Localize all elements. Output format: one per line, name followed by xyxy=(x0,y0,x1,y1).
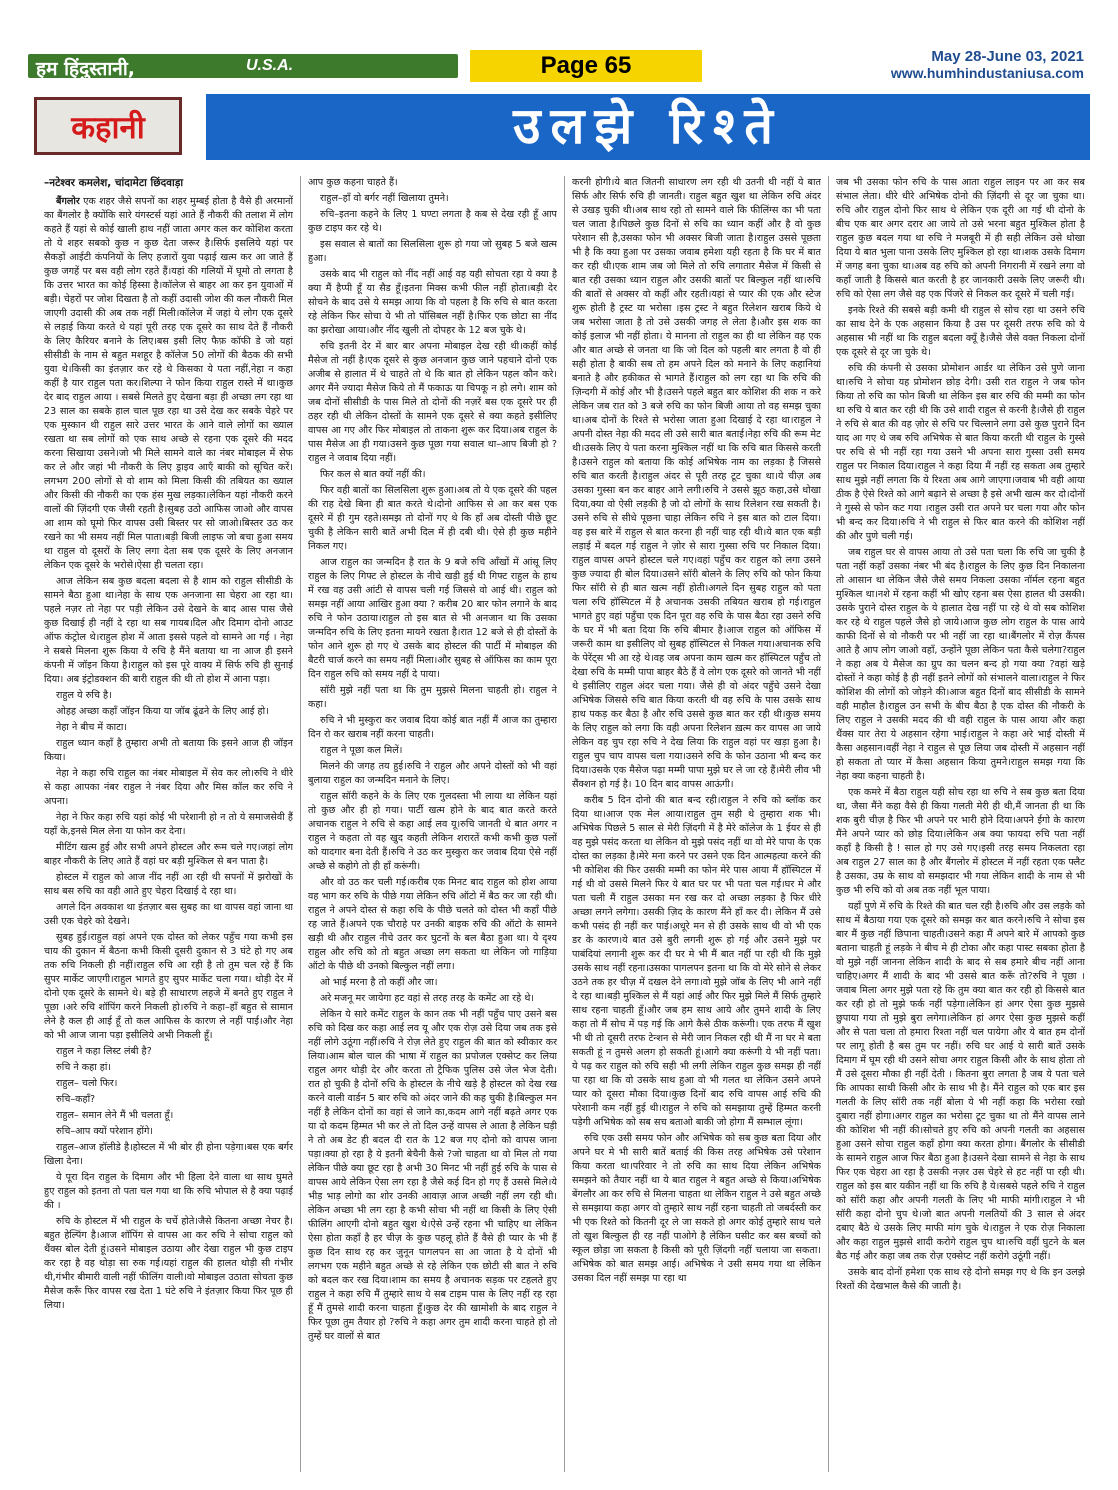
story-paragraph: मिलने की जगह तय हुई।रुचि ने राहुल और अपने दोस्तों को भी वहां बुलाया राहुल का जन्मदिन मनाने के लिए। xyxy=(308,761,557,786)
story-paragraph: मीटिंग खत्म हुई और सभी अपने होस्टल और रूम चले गए।जहां लोग बाहर नौकरी के लिए आते हैं वहां घर बड़ी मुश्किल से बन पाता है। xyxy=(44,842,293,867)
page-number: Page 65 xyxy=(470,50,702,82)
story-paragraph: राहुल–आज हॉलीडे है।होस्टल में भी बोर ही होना पड़ेगा।बस एक बर्गर खिला देना। xyxy=(44,1142,293,1167)
story-paragraph: राहुल ध्यान कहाँ है तुम्हारा अभी तो बताया कि इसने आज ही जॉइन किया। xyxy=(44,738,293,763)
story-paragraph: रुचि इतनी देर में बार बार अपना मोबाइल देख रही थी।कहीं कोई मैसेज तो नहीं है।एक दूसरे से कुछ अनजान कुछ जाने पहचाने दोनो एक अजीब से हालात में थे चाहते तो थे कि बात हो लेकिन पहल कौन करे।अगर मैंने ज्यादा मैसेज किये तो मैं फकाऊ या चिपकू न हो लगे। शाम को जब दोनों सीसीडी के पास मिले तो दोनों की नज़रें बस एक दूसरे पर ही ठहर रही थी लेकिन दोस्तों के सामने एक दूसरे से क्या कहते इसीलिए वापस आ गए और फिर मोबाइल तो ताकना शुरू कर दिया।अब राहुल के पास मैसेज आ ही गया।उसने कुछ पूछा गया सवाल था–आप बिजी हो ?राहुल ने जवाब दिया नहीं। xyxy=(308,341,557,464)
story-paragraph: सुबह हुई।राहुल वहां अपने एक दोस्त को लेकर पहुँच गया कभी इस चाय की दुकान में बैठना कभी किसी दूसरी दुकान से 3 घंटे हो गए अब तक रुचि निकली ही नहीं।राहुल रुचि आ रही है तो तुम चल रहे हैं कि सुपर मार्केट जाएगी।राहुल भागते हुए सुपर मार्केट चला गया। थोड़ी देर में दोनो एक दूसरे के सामने थे। बड़े ही साधारण लहजे में बनते हुए राहुल ने पूछा ।अरे रुचि शॉपिंग करने निकली हो।रुचि ने कहा–हाँ बहुत से सामान लेने है कल ही आई हूँ तो कल आफिस के कारण ले नहीं पाई।और नेहा को भी आज जाना पड़ा इसीलिये अभी निकली हूँ। xyxy=(44,932,293,1041)
story-paragraph: नेहा ने कहा रुचि राहुल का नंबर मोबाइल में सेव कर लो।रुचि ने धीरे से कहा आपका नंबर राहुल ने नंबर दिया और मिस कॉल कर रुचि ने अपना। xyxy=(44,768,293,807)
story-body xyxy=(44,176,1090,1472)
story-paragraph: और वो उठ कर चली गई।करीब एक मिनट बाद राहुल को होश आया वह भाग कर रुचि के पीछे गया लेकिन रुचि ऑटो में बैठ कर जा रही थी।राहुल ने अपने दोस्त से कहा रुचि के पीछे चलते को दोस्त भी कहाँ पीछे रह जाते हैं।अपने एक चौराहे पर उनकी बाइक रुचि की ऑटो के सामने खड़ी थी और राहुल नीचे उतर कर घुटनों के बल बैठा हुआ था। ये दृश्य राहुल और रुचि को तो बहुत अच्छा लग सकता था लेकिन जो गाड़िया ऑटो के पीछे थी उनको बिल्कुल नहीं लगा। xyxy=(308,877,557,972)
story-paragraph: उसके बाद भी राहुल को नींद नहीं आई वह यही सोचता रहा ये क्या है क्या मैं हैप्पी हूँ या सैड हूँ।इतना मिक्स कभी फील नहीं होता।बड़ी देर सोचने के बाद उसे ये समझ आया कि वो पहला है कि रुचि से बात करता रहे लेकिन फिर सोचा ये भी तो पॉसिबल नहीं है।फिर एक छोटा सा नींद का झरोखा आया।और नींद खुली तो दोपहर के 12 बज चुके थे। xyxy=(308,269,557,336)
newspaper-name: हम हिंदुस्तानी, xyxy=(36,58,135,80)
story-paragraph: यहाँ पुणे में रुचि के रिश्ते की बात चल रही है।रुचि और उस लड़के को साथ में बैठाया गया एक दूसरे को समझ कर बात करने।रुचि ने सोचा इस बार मैं कुछ नहीं छिपाना चाहती।उसने कहा मैं अपने बारे में आपको कुछ बताना चाहती हूं लड़के ने बीच मे ही टोका और कहा पास्ट सबका होता है वो मुझे नहीं जानना लेकिन शादी के बाद से सब हमारे बीच नहीं आना चाहिए।अगर मैं शादी के बाद भी उससे बात करूँ तो?रुचि ने पूछा । जवाब मिला अगर मुझे पता रहे कि तुम क्या बात कर रही हो किससे बात कर रही हो तो मुझे फर्क नहीं पड़ेगा।लेकिन हां अगर ऐसा कुछ मुझसे छुपाया गया तो मुझे बुरा लगेगा।लेकिन हां अगर ऐसा कुछ मुझसे कहीं और से पता चला तो हमारा रिश्ता नहीं चल पायेगा और ये बात हम दोनों पर लागू होती है बस तुम पर नहीं। रुचि घर आई ये सारी बातें उसके दिमाग में घूम रही थी उसने सोचा अगर राहुल किसी और के साथ होता तो मैं उसे दूसरा मौका ही नहीं देती । कितना बुरा लगता है जब ये पता चले कि आपका साथी किसी और के साथ भी है। मैंने राहुल को एक बार इस गलती के लिए सॉरी तक नहीं बोला ये भी नहीं कहा कि भरोसा रखो दुबारा नहीं होगा।अगर राहुल का भरोसा टूट चुका था तो मैंने वापस लाने की कोशिश भी नहीं की।सोचते हुए रुचि को अपनी गलती का अहसास हुआ उसने सोचा राहुल कहाँ होगा क्या करता होगा। बैंगलोर के सीसीडी के सामने राहुल आज फिर बैठा हुआ है।उसने देखा सामने से नेहा के साथ फिर एक चेहरा आ रहा है उसकी नज़र उस चेहरे से हट नहीं पा रही थी।राहुल को इस बार यकीन नहीं था कि रुचि है ये।सबसे पहले रुचि ने राहुल को सॉरी कहा और अपनी गलती के लिए भी माफी मांगी।राहुल ने भी सॉरी कहा दोनो चुप थे।जो बात अपनी गलतियों की 3 साल से अंदर दबाए बैठे थे उसके लिए माफी मांग चुके थे।राहुल ने एक रोज़ निकाला और कहा राहुल मुझसे शादी करोगे राहुल चुप था।रुचि वहीं घुटने के बल बैठ गई और कहा जब तक रोज़ एक्सेप्ट नहीं करोगे उठूंगी नहीं। xyxy=(836,901,1085,1262)
story-paragraph: राहुल सॉरी कहने के के लिए एक गुलदस्ता भी लाया था लेकिन यहां तो कुछ और ही हो गया। पार्टी खत्म होने के बाद बात करते करते अचानक राहुल ने रुचि से कहा आई लव यू।रुचि जानती थे बात अगर न राहुल ने कहता तो वह खुद कहती लेकिन शरारतें कभी कभी कुछ पलों को यादगार बना देती हैं।रुचि ने उठ कर मुस्कुरा कर जवाब दिया ऐसे नहीं अच्छे से कहोगे तो ही हाँ करूंगी। xyxy=(308,791,557,872)
story-paragraph: राहुल– समान लेने मैं भी चलता हूँ। xyxy=(56,1110,174,1121)
section-tag xyxy=(34,97,182,155)
website-link[interactable]: www.humhindustaniusa.com xyxy=(890,65,1084,81)
story-headline: उलझे रिश्ते xyxy=(513,97,783,155)
story-paragraph: आज राहुल का जन्मदिन है रात के 9 बजे रुचि आँखों में आंसू लिए राहुल के लिए गिफ्ट ले होस्टल के नीचे खड़ी हुई थी गिफ्ट राहुल के हाथ में रख वह उसी आंटी से वापस चली गई जिससे वो आई थी। राहुल को समझ नहीं आया आखिर हुआ क्या ? करीब 20 बार फोन लगाने के बाद रुचि ने फोन उठाया।राहुल तो इस बात से भी अनजान था कि उसका जन्मदिन रुचि के लिए इतना मायने रखता है।रात 12 बजे से ही दोस्तों के फोन आने शुरू हो गए थे उसके बाद होस्टल की पार्टी में मोबाइल की बैटरी चार्ज करने का समय नहीं मिला।और सुबह से ऑफिस का काम पूरा दिन राहुल रुचि को समय नहीं दे पाया। xyxy=(308,557,557,680)
lead-word: बैंगलोर xyxy=(56,196,80,207)
story-paragraph: लेकिन ये सारे कमेंट राहुल के कान तक भी नहीं पहुँच पाए उसने बस रुचि को दिख कर कहा आई लव यू और एक रोज़ उसे दिया जब तक इसे नहीं लोगे उठूंगा नहीं।रुचि ने रोज़ लेते हुए राहुल की बात को स्वीकार कर लिया।आम बोल चाल की भाषा में राहुल का प्रपोजल एक्सेप्ट कर लिया राहुल अगर थोड़ी देर और करता तो ट्रैफिक पुलिस उसे जेल भेज देती। रात हो चुकी है दोनों रुचि के होस्टल के नीचे खड़े है होस्टल को देख रख करने वाली वार्डन 5 बार रुचि को अंदर जाने की कह चुकी है।बिल्कुल मन नहीं है लेकिन दोनों का वहां से जाने का,कदम आगे नहीं बढ़ते अगर एक या दो कदम हिम्मत भी कर ले तो दिल उन्हें वापस ले आता है लेकिन घड़ी ने तो अब डेट ही बदल दी रात के 12 बज गए दोनो को वापस जाना पड़ा।क्या हो रहा है ये इतनी बेचैनी कैसे ?जो चाहता था वो मिल तो गया लेकिन पीछे क्या छूट रहा है अभी 30 मिनट भी नहीं हुई रुचि के पास से वापस आये लेकिन ऐसा लग रहा है जैसे कई दिन हो गए हैं उससे मिले।ये भीड़ भाड़ लोगो का शोर उनकी आवाज़ आज अच्छी नहीं लग रही थी।लेकिन अच्छा भी लग रहा है कभी सोचा भी नहीं था किसी के लिए ऐसी फीलिंग आएगी दोनो बहुत खुश थे।ऐसे उन्हें रहना भी चाहिए था लेकिन ऐसा होता कहाँ है हर चीज़ के कुछ पहलू होते हैं वैसे ही प्यार के भी हैं कुछ दिन साथ रह कर जुनून पागलपन सा आ जाता है ये दोनों भी लगभग एक महीने बहुत अच्छे से रहे लेकिन एक छोटी सी बात ने रुचि को बदल कर रख दिया।शाम का समय है अचानक सड़क पर टहलते हुए राहुल ने कहा रुचि मैं तुम्हारे साथ ये सब टाइम पास के लिए नहीं रह रहा हूँ मैं तुमसे शादी करना चाहता हूँ।कुछ देर की खामोशी के बाद राहुल ने फिर पूछा तुम तैयार हो ?रुचि ने कहा अगर तुम शादी करना चाहते हो तो तुम्हें घर वालों से बात xyxy=(308,1009,557,1342)
story-paragraph: राहुल ने कहा लिस्ट लंबी है? xyxy=(56,1046,152,1057)
story-paragraph: अगले दिन अवकाश था इंतज़ार बस सुबह का था वापस वहां जाना था उसी एक चेहरे को देखने। xyxy=(44,902,293,927)
story-paragraph: फिर वही बातों का सिलसिला शुरू हुआ।अब तो ये एक दूसरे की पहल की राह देखे बिना ही बात करते थे।दोनो आफिस से आ कर बस एक दूसरे में ही गुम रहते।समझ तो दोनों गए थे कि हाँ अब दोस्ती पीछे छूट चुकी है लेकिन सारी बातें अभी दिल में ही दबी थी। ऐसे ही कुछ महीने निकल गए। xyxy=(308,485,557,552)
story-paragraph: अरे मजनू मर जायेगा हट वहां से तरह तरह के कमेंट आ रहे थे। xyxy=(320,993,534,1004)
title-band xyxy=(28,92,1090,162)
story-paragraph: ये पूरा दिन राहुल के दिमाग और भी हिला देने वाला था साथ घुमते हुए राहुल को इतना तो पता चल गया था कि रुचि भोपाल से है क्या पढ़ाई की । xyxy=(44,1172,293,1211)
text-column-3 xyxy=(572,176,821,1472)
story-paragraph: रुचि–इतना कहने के लिए 1 घण्टा लगता है कब से देख रही हूँ आप कुछ टाइप कर रहे थे। xyxy=(308,209,557,234)
newspaper-brand xyxy=(28,54,458,78)
story-paragraph: ओहह अच्छा कहाँ जॉइन किया या जॉब ढूंढने के लिए आई हो। xyxy=(56,706,269,717)
lead-paragraph-text: एक शहर जैसे सपनों का शहर मुम्बई होता है वैसे ही अरमानों का बैंगलोर है क्योंकि सारे यंगस्टर्स यहां आते हैं नौकरी की तलाश में लोग कहते हैं यहां से कोई खाली हाथ नहीं जाता अगर कल कर कोशिश करता तो ये शहर सबको कुछ न कुछ देता जरूर है।सिर्फ इसलिये यहां पर सैकड़ों आईटी कंपनियों के लिए हजारों युवा पढ़ाई खत्म कर आ जाते हैं कुछ जगहें पर बस वही लोग रहते हैं।यहां की गलियों में घूमो तो लगता है कि उत्तर भारत का कोई हिस्सा है।कॉलेज से बाहर आ कर इन युवाओं में बड़ी। चेहरों पर जोश दिखता है तो कहीं उदासी जोश की कल नौकरी मिल जाएगी उदासी की अब तक नहीं मिली।कॉलेज में जहां ये लोग एक दूसरे से लड़ाई किया करते थे यहां पूरी तरह एक दूसरे का साथ देते हैं नौकरी के लिए कैरियर बनाने के लिए।बस इसी लिए फैफ़ कॉफी डे जो यहां सीसीडी के नाम से बहुत मशहूर है कॉलेज 50 लोगों की बैठक की सभी युवा थे।किसी का इंतज़ार कर रहे थे किसका ये पता नहीं,नेहा न कहा कहीं है यार राहुल पता कर।शिल्पा ने फोन किया राहुल रास्ते में था।कुछ देर बाद राहुल आया । सबसे मिलते हुए देखना बड़ा ही अच्छा लग रहा था 23 साल का सबके हाल चाल पूछ रहा था उसे देख कर सबके चेहरे पर एक मुस्कान थी राहुल सारे उत्तर भारत के आने वाले लोगों का ख्याल रखता था सब लोगों को एक साथ अच्छे से रहना एक दूसरे की मदद करना सिखाया उसने।जो भी मिले सामने वाले का नंबर मोबाइल में सेफ कर ले और जहां भी नौकरी के लिए ड्राइव आएँ बाकी को सूचित करें।लगभग 200 लोगों से वो शाम को मिला किसी की तबियत का ख्याल और किसी की नौकरी का एक हंस मुख लड़का।लेकिन यहां नौकरी करने वालों की ज़िंदगी एक जैसी रहती है।सुबह उठो आफिस जाओ और वापस आ शाम को घूमो फिर वापस उसी बिस्तर पर सो जाओ।बिस्तर उठ कर रखने का भी समय नहीं मिल पाता।बड़ी बिजी लाइफ जो बचा हुआ समय था राहुल वो दूसरों के लिए लगा देता सब एक दूसरे के लिए अनजान लेकिन एक दूसरे के भरोसे।ऐसा ही चलता रहा। xyxy=(44,196,293,571)
story-paragraph: जब राहुल घर से वापस आया तो उसे पता चला कि रुचि जा चुकी है पता नहीं कहाँ उसका नंबर भी बंद है।राहुल के लिए कुछ दिन निकालना तो आसान था लेकिन जैसे जैसे समय निकला उसका नॉर्मल रहना बहुत मुश्किल था।नशे में रहना कहीं भी खोए रहना बस ऐसा हालत थी उसकी।उसके पुराने दोस्त राहुल के ये हालात देख नहीं पा रहे थे वो सब कोशिश कर रहे थे राहुल पहले जैसे हो जाये।आज कुछ लोग राहुल के पास आये काफी दिनों से वो नौकरी पर भी नहीं जा रहा था।बैंगलोर में रोज़ कैंपस आते है आप लोग जाओ वहाँ, उन्होंने पूछा लेकिन पता कैसे चलेगा?राहुल ने कहा अब ये मैसेज का ग्रुप का चलन बन्द हो गया क्या ?वहां खड़े दोस्तों ने कहा कोई है ही नहीं इतने लोगों को संभालने वाला।राहुल ने फिर कोशिश की लोगों को जोड़ने की।आज बहुत दिनों बाद सीसीडी के सामने वही माहौल है।राहुल उन सभी के बीच बैठा है एक दोस्त की नौकरी के लिए राहुल ने उसकी मदद की थी वही राहुल के पास आया और कहा थैंक्स यार तेरा ये अहसान रहेगा भाई।राहुल ने कहा अरे भाई दोस्ती में कैसा अहसान।वहीं नेहा ने राहुल से पूछ लिया जब दोस्ती में अहसान नहीं हो सकता तो प्यार में कैसा अहसान किया तुमने।राहुल समझ गया कि नेहा क्या कहना चाहती है। xyxy=(836,547,1085,782)
story-paragraph: राहुल ने पूछा कल मिलें। xyxy=(320,745,403,756)
story-paragraph: करनी होगी।ये बात जितनी साधारण लग रही थी उतनी थी नहीं ये बात सिर्फ और सिर्फ रुचि ही जानती। राहुल बहुत खुश था लेकिन रुचि अंदर से उखड़ चुकी थी।अब साथ रहो तो सामने वाले कि फीलिंग्स का भी पता चल जाता है।पिछले कुछ दिनों से रुचि का ध्यान कहीं और है वो कुछ परेशान सी है,उसका फोन भी अक्सर बिजी जाता है।राहुल उससे पूछता भी है कि क्या हुआ पर उसका जवाब हमेशा यही रहता है कि घर में बात कर रही थी।एक शाम जब जो मिले तो रुचि लगातार मैसेज में किसी से बात रही उसका ध्यान राहुल और उसकी बातों पर बिल्कुल नहीं था।रुचि की बातों से अक्सर वो कहीं और रहती।यहां से प्यार की एक और स्टेज शुरू होती है ट्रस्ट या भरोसा ।इस ट्रस्ट ने बहुत रिलेशन खराब किये थे जब भरोसा जाता है तो उसे उसकी जगह ले लेता है।और इस शक का कोई इलाज भी नहीं होता। ये मानना तो राहुल का ही था लेकिन वह एक और बात अच्छे से जनता था कि जो दिल को पहली बार लगता है वो ही सही होता है बाकी सब तो हम अपने दिल को मनाने के लिए कहानियां बनाते है और हकीकत से भागते हैं।राहुल को लग रहा था कि रुचि की ज़िन्दगी में कोई और भी है।उसने पहले बहुत बार कोशिश की शक न करे लेकिन जब रात को 3 बजे रुचि का फोन बिजी आया तो वह समझ चुका था।अब दोनों के रिश्ते से भरोसा जाता हुआ दिखाई दे रहा था।राहुल ने अपनी दोस्त नेहा की मदद ली उसे सारी बात बताई।नेहा रुचि की रूम मेट थी।उसके लिए ये पता करना मुश्किल नहीं था कि रुचि बात किससे करती है।उसने राहुल को बताया कि कोई अभिषेक नाम का लड़का है जिससे रुचि बात करती है।राहुल अंदर से पूरी तरह टूट चुका था।ये चीज़ अब उसका गुस्सा बन कर बाहर आने लगी।रुचि ने उससे झूठ कहा,उसे धोखा दिया,क्या वो ऐसी लड़की है जो दो लोगों के साथ रिलेशन रख सकती है।उसने रुचि से सीधे पूछना चाहा लेकिन रुचि ने इस बात को टाल दिया। वह इस बारे में राहुल से बात करना ही नहीं चाह रही थी।ये बात एक बड़ी लड़ाई में बदल गई राहुल ने ज़ोर से सारा गुस्सा रुचि पर निकाल दिया।राहुल वापस अपने होस्टल चले गए।वहां पहुँच कर राहुल को लगा उसने कुछ ज्यादा ही बोल दिया।उसने सॉरी बोलने के लिए रुचि को फोन किया फिर सॉरी से ही बात खत्म नहीं होती।अगले दिन सुबह राहुल को पता चला रुचि हॉस्पिटल में है अचानक उसकी तबियत खराब हो गई।राहुल भागते हुए वहां पहुँचा एक दिन पूरा वह रुचि के पास बैठा रहा उसने रुचि के घर में भी बता दिया कि रुचि बीमार है।आज राहुल को ऑफिस में जरूरी काम था इसीलिए वो सुबह हॉस्पिटल से निकल गया।अचानक रुचि के पेरेंट्स भी आ रहे थे।वह जब अपना काम खत्म कर हॉस्पिटल पहुँच तो देखा रुचि के मम्मी पापा बाहर बैठे हैं वे लोग एक दूसरे को जानते भी नहीं थे इसीलिए राहुल अंदर चला गया। जैसे ही वो अंदर पहुँचे उसने देखा अभिषेक जिससे रुचि बात किया करती थी वह रुचि के पास उसके साथ हाथ पकड़ कर बैठा है और रुचि उससे कुछ बात कर रही थी।कुछ समय के लिए राहुल को लगा कि वही अपना रिलेशन ख़त्म कर वापस आ जाये लेकिन वह चुप रहा रुचि ने देख लिया कि राहुल वहां पर खड़ा हुआ है।राहुल चुप चाप वापस चला गया।उसने रुचि के फोन उठाना भी बन्द कर दिया।उसके एक मैसेज पढ़ा मम्मी पापा मुझे घर ले जा रहे हैं।मेरी लीव भी सैंक्शन हो गई है। 10 दिन बाद वापस आऊंगी। xyxy=(572,177,821,790)
story-paragraph: रुचि–आप क्यों परेशान होंगे। xyxy=(56,1126,154,1137)
issue-date: May 28-June 03, 2021 xyxy=(931,48,1084,65)
text-column-2 xyxy=(308,176,557,1472)
story-paragraph: इस सवाल से बातों का सिलसिला शुरू हो गया जो सुबह 5 बजे खत्म हुआ। xyxy=(308,239,557,264)
story-paragraph: रुचि की कंपनी से उसका प्रोमोशन आर्डर था लेकिन उसे पुणे जाना था।रुचि ने सोचा यह प्रोमोशन छोड़ देगी। उसी रात राहुल ने जब फोन किया तो रुचि का फोन बिजी था लेकिन इस बार रुचि की मम्मी का फोन था रुचि ये बात कर रही थी कि उसे शादी राहुल से करनी है।जैसे ही राहुल ने रुचि से बात की वह ज़ोर से रुचि पर चिल्लाने लगा उसे कुछ पुराने दिन याद आ गए थे जब रुचि अभिषेक से बात किया करती थी राहुल के गुस्से पर रुचि से भी नहीं रहा गया उसने भी अपना सारा गुस्सा उसी समय राहुल पर निकाल दिया।राहुल ने कहा दिया मैं नहीं रह सकता अब तुम्हारे साथ मुझे नहीं लगता कि ये रिश्ता अब आगे जाएगा।जवाब भी वही आया ठीक है ऐसे रिश्ते को आगे बढ़ाने से अच्छा है इसे अभी खत्म कर दो।दोनों ने गुस्से से फोन कट गया ।राहुल उसी रात अपने घर चला गया और फोन भी बन्द कर दिया।रुचि ने भी राहुल से फिर बात करने की कोशिश नहीं की और पुणे चली गई। xyxy=(836,363,1085,542)
story-paragraph: रुचि ने भी मुस्कुरा कर जवाब दिया कोई बात नहीं मैं आज का तुम्हारा दिन रो कर खराब नहीं करना चाहती। xyxy=(308,715,557,740)
story-paragraph xyxy=(44,195,293,573)
story-paragraph: राहुल ये रुचि है। xyxy=(56,690,112,701)
story-paragraph: उसके बाद दोनों हमेशा एक साथ रहे दोनो समझ गए थे कि इन उलझे रिश्तों की देखभाल कैसे की जाती है। xyxy=(836,1267,1085,1292)
story-paragraph: नेहा ने फिर कहा रुचि यहां कोई भी परेशानी हो न तो ये समाजसेवी हैं यहाँ के,इनसे मिल लेना या फोन कर देना। xyxy=(44,812,293,837)
story-paragraph: रुचि ने कहा हां। xyxy=(56,1062,111,1073)
section-label: कहानी xyxy=(71,110,145,146)
story-paragraph: नेहा ने बीच में काटा। xyxy=(56,722,128,733)
story-paragraph: एक कमरे में बैठा राहुल यही सोच रहा था रुचि ने सब कुछ बता दिया था, जैसा मैंने कहा वैसे ही किया गलती मेरी ही थी,मैं जानता ही था कि शक बुरी चीज़ है फिर भी अपने पर भारी होने दिया।अपने ईगो के कारण मैंने अपने प्यार को छोड़ दिया।लेकिन अब क्या फायदा रुचि पता नहीं कहाँ है किसी है ! साल हो गए उसे गए।इसी तरह समय निकलता रहा अब राहुल 27 साल का है और बैंगलोर में होस्टल में नहीं रहता एक फ्लैट है उसका, उम्र के साथ वो समझदार भी गया लेकिन शादी के नाम से भी कुछ भी रुचि को वो अब तक नहीं भूल पाया। xyxy=(836,787,1085,896)
masthead xyxy=(28,50,1090,82)
story-paragraph: फिर कल से बात क्यों नहीं की। xyxy=(320,469,426,480)
story-paragraph: रुचि एक उसी समय फोन और अभिषेक को सब कुछ बता दिया और अपने घर मे भी सारी बातें बताई की किस तरह अभिषेक उसे परेशान किया करता था।परिवार ने तो रुचि का साथ दिया लेकिन अभिषेक समझने को तैयार नहीं था ये बात राहुल ने बहुत अच्छे से किया।अभिषेक बेंगलौर आ कर रुचि से मिलना चाहता था लेकिन राहुल ने उसे बहुत अच्छे से समझाया कहा अगर वो तुम्हारे साथ नहीं रहना चाहती तो जबर्दस्ती कर भी एक रिश्ते को कितनी दूर ले जा सकते हो अगर कोई तुम्हारे साथ चले तो खुश बिल्कुल ही रह नहीं पाओगे है लेकिन घसीट कर बस बच्चों को स्कूल छोड़ा जा सकता है किसी को पूरी ज़िंदगी नहीं चलाया जा सकता।अभिषेक को बात समझ आई। अभिषेक ने उसी समय गया था लेकिन उसका दिल नहीं समझ पा रहा था xyxy=(572,1133,821,1284)
headline-banner xyxy=(206,94,1090,160)
newspaper-edition: U.S.A. xyxy=(246,57,294,74)
story-paragraph: इनके रिश्ते की सबसे बड़ी कमी थी राहुल से सोच रहा था उसने रुचि का साथ देने के एक अहसान किया है उस पर दूसरी तरफ रुचि को ये अहसास भी नहीं था कि राहुल बदला क्यूँ है।जैसे जैसे वक्त निकला दोनों एक दूसरे से दूर जा चुके थे। xyxy=(836,305,1085,358)
text-column-1 xyxy=(44,176,293,1472)
story-paragraph: रुचि–कहाँ? xyxy=(56,1094,96,1105)
story-paragraph: राहुल– चलो फिर। xyxy=(56,1078,118,1089)
story-paragraph: जब भी उसका फोन रुचि के पास आता राहुल लाइन पर आ कर सब संभाल लेता। धीरे धीरे अभिषेक दोनो की ज़िंदगी से दूर जा चुका था। रुचि और राहुल दोनो फिर साथ थे लेकिन एक दूरी आ गई थी दोनो के बीच एक बार अगर दरार आ जाये तो उसे भरना बहुत मुश्किल होता है राहुल कुछ बदल गया था रुचि ने मजबूरी में ही सही लेकिन उसे धोखा दिया ये बात भुला पाना उसके लिए मुश्किल हो रहा था।शक उसके दिमाग में जगह बना चुका था।अब वह रुचि को अपनी निगरानी में रखने लगा वो कहाँ जाती है किससे बात करती है हर जानकारी उसके लिए जरूरी थी।रुचि को ऐसा लग जैसे वह एक पिंजरे से निकल कर दूसरे में चली गई। xyxy=(836,177,1085,300)
author-byline: –नटेश्वर कमलेश, चांदामेटा छिंदवाड़ा xyxy=(44,177,184,189)
story-paragraph: ओ भाई मरना है तो कहीं और जा। xyxy=(320,977,438,988)
story-paragraph: करीब 5 दिन दोनो की बात बन्द रही।राहुल ने रुचि को ब्लॉक कर दिया था।आज एक मेल आया।राहुल तुम सही थे तुम्हारा शक भी।अभिषेक पिछले 5 साल से मेरी ज़िंदगी में है मेरे कॉलेज के 1 ईयर से ही वह मुझे पसंद करता था लेकिन वो मुझे पसंद नहीं था वो मेरे पापा के एक दोस्त का लड़का है।मेरे मना करने पर उसने एक दिन आत्महत्या करने की भी कोशिश की फिर उसकी मम्मी का फोन मेरे पास आया मैं हॉस्पिटल में गई थी वो उससे मिलने फिर ये बात घर पर भी पता चल गई।घर मे और पता चली मैं राहुल उसका मन रख कर दो अच्छा लड़का है फिर धीरे अच्छा लगने लगेगा। उसकी ज़िद के कारण मैंने हाँ कर दी। लेकिन मैं उसे कभी पसंद ही नहीं कर पाई।अधूरे मन से ही उसके साथ थी वो भी एक डर के कारण।ये बात उसे बुरी लगनी शुरू हो गई और उसने मुझे पर पाबंदियां लगानी शुरू कर दी घर मे भी मैं बात नहीं पा रही थी कि मुझे उसके साथ नहीं रहना।उसका पागलपन इतना था कि वो मेरे सोने से लेकर उठने तक हर चीज़ में दखल देने लगा।वो मुझे जॉब के लिए भी आने नहीं दे रहा था।बड़ी मुश्किल से मैं यहां आई और फिर मुझे मिले मैं सिर्फ तुम्हारे साथ रहना चाहती हूँ।और जब हम साथ आये और तुमने शादी के लिए कहा तो मैं सोच में पड़ गई कि आगे कैसे ठीक करूंगी। एक तरफ मैं खुश भी थी तो दूसरी तरफ टेन्शन से मेरी जान निकल रही थी मैं ना घर मे बता सकती हूं न तुमसे अलग हो सकती हूं।आगे क्या करूंगी ये भी नहीं पता। ये पढ़ कर राहुल को रुचि सही भी लगी लेकिन राहुल कुछ समझ ही नहीं पा रहा था कि वो उसके साथ हुआ वो भी गलत था लेकिन उसने अपने प्यार को दूसरा मौका दिया।कुछ दिनों बाद रुचि वापस आई रुचि की परेशानी कम नहीं हुई थी।राहुल ने रुचि को समझाया तुम्हें हिम्मत करनी पड़ेगी अभिषेक को सब सच बताओ बाकी जो होगा मैं सम्भाल लूंगा। xyxy=(572,795,821,1128)
story-paragraph: राहुल–हाँ वो बर्गर नहीं खिलाया तुमने। xyxy=(320,193,449,204)
story-paragraph: आप कुछ कहना चाहते हैं। xyxy=(308,177,398,188)
story-paragraph: आज लेकिन सब कुछ बदला बदला से है शाम को राहुल सीसीडी के सामने बैठा हुआ था।नेहा के साथ एक अनजाना सा चेहरा आ रहा था।पहले नज़र तो नेहा पर पड़ी लेकिन उसे देखने के बाद आस पास जैसे कुछ दिखाई ही नहीं दे रहा था सब गायब।दिल और दिमाग दोनो आउट ऑफ कंट्रोल थे।राहुल होश में आता इससे पहले वो सामने आ गई । नेहा ने सबसे मिलना शुरू किया ये रुचि है मैंने बताया था ना आज ही इसने कंपनी में जॉइन किया है।राहुल को इस पूरे वाक्य में सिर्फ रुचि ही सुनाई दिया। अब इंट्रोडक्शन की बारी राहुल की थी तो होश में आना पड़ा। xyxy=(44,576,293,685)
story-paragraph: रुचि के होस्टल में भी राहुल के चर्चे होते।जैसे कितना अच्छा नेचर है।बहुत हेल्पिंग है।आज शॉपिंग से वापस आ कर रुचि ने सोचा राहुल को थैंक्स बोल देती हूं।उसने मोबाइल उठाया और देखा राहुल भी कुछ टाइप कर रहा है वह थोड़ा सा रुक गई।यहां राहुल की हालत थोड़ी सी गंभीर थी,गंभीर बीमारी वाली नहीं फीलिंग वाली।वो मोबाइल उठाता सोचता कुछ मैसेज करूँ फिर वापस रख देता 1 घंटे रुचि ने इंतज़ार किया फिर पूछ ही लिया। xyxy=(44,1216,293,1311)
text-column-4 xyxy=(836,176,1085,1472)
story-paragraph: होस्टल में राहुल को आज नींद नहीं आ रही थी सपनों में झरोखों के साथ बस रुचि का वही आते हुए चेहरा दिखाई दे रहा था। xyxy=(44,872,293,897)
story-paragraph: सॉरी मुझे नहीं पता था कि तुम मुझसे मिलना चाहती हो। राहुल ने कहा। xyxy=(308,685,557,710)
